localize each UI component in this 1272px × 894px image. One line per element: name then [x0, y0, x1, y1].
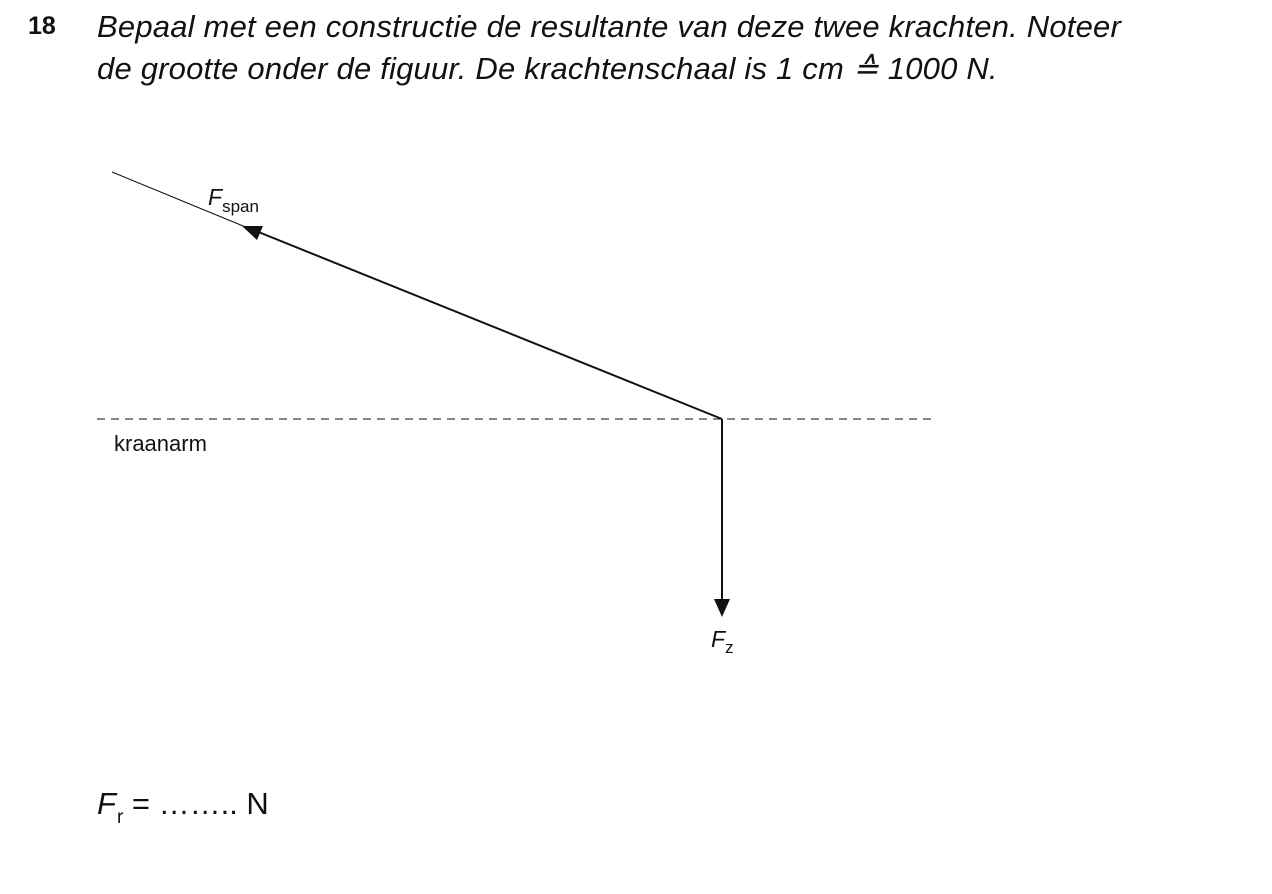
f-span-arrowhead [242, 226, 263, 240]
answer-line [97, 786, 269, 829]
f-z-arrowhead [714, 599, 730, 617]
question-line-1: Bepaal met een constructie de resultante van deze twee krachten. Noteer [97, 9, 1122, 44]
question-line-2: de grootte onder de figuur. De krachtenschaal is 1 cm ≙ 1000 N. [97, 51, 998, 86]
f-z-label: Fz [711, 626, 734, 657]
answer-subscript: r [116, 807, 124, 828]
answer-blank[interactable]: = …….. N [123, 786, 269, 821]
crane-arm-label: kraanarm [114, 431, 207, 456]
f-span-arrow-shaft [256, 231, 722, 419]
question-number: 18 [28, 12, 56, 40]
f-span-label: Fspan [208, 184, 259, 216]
answer-symbol: F [97, 786, 116, 821]
